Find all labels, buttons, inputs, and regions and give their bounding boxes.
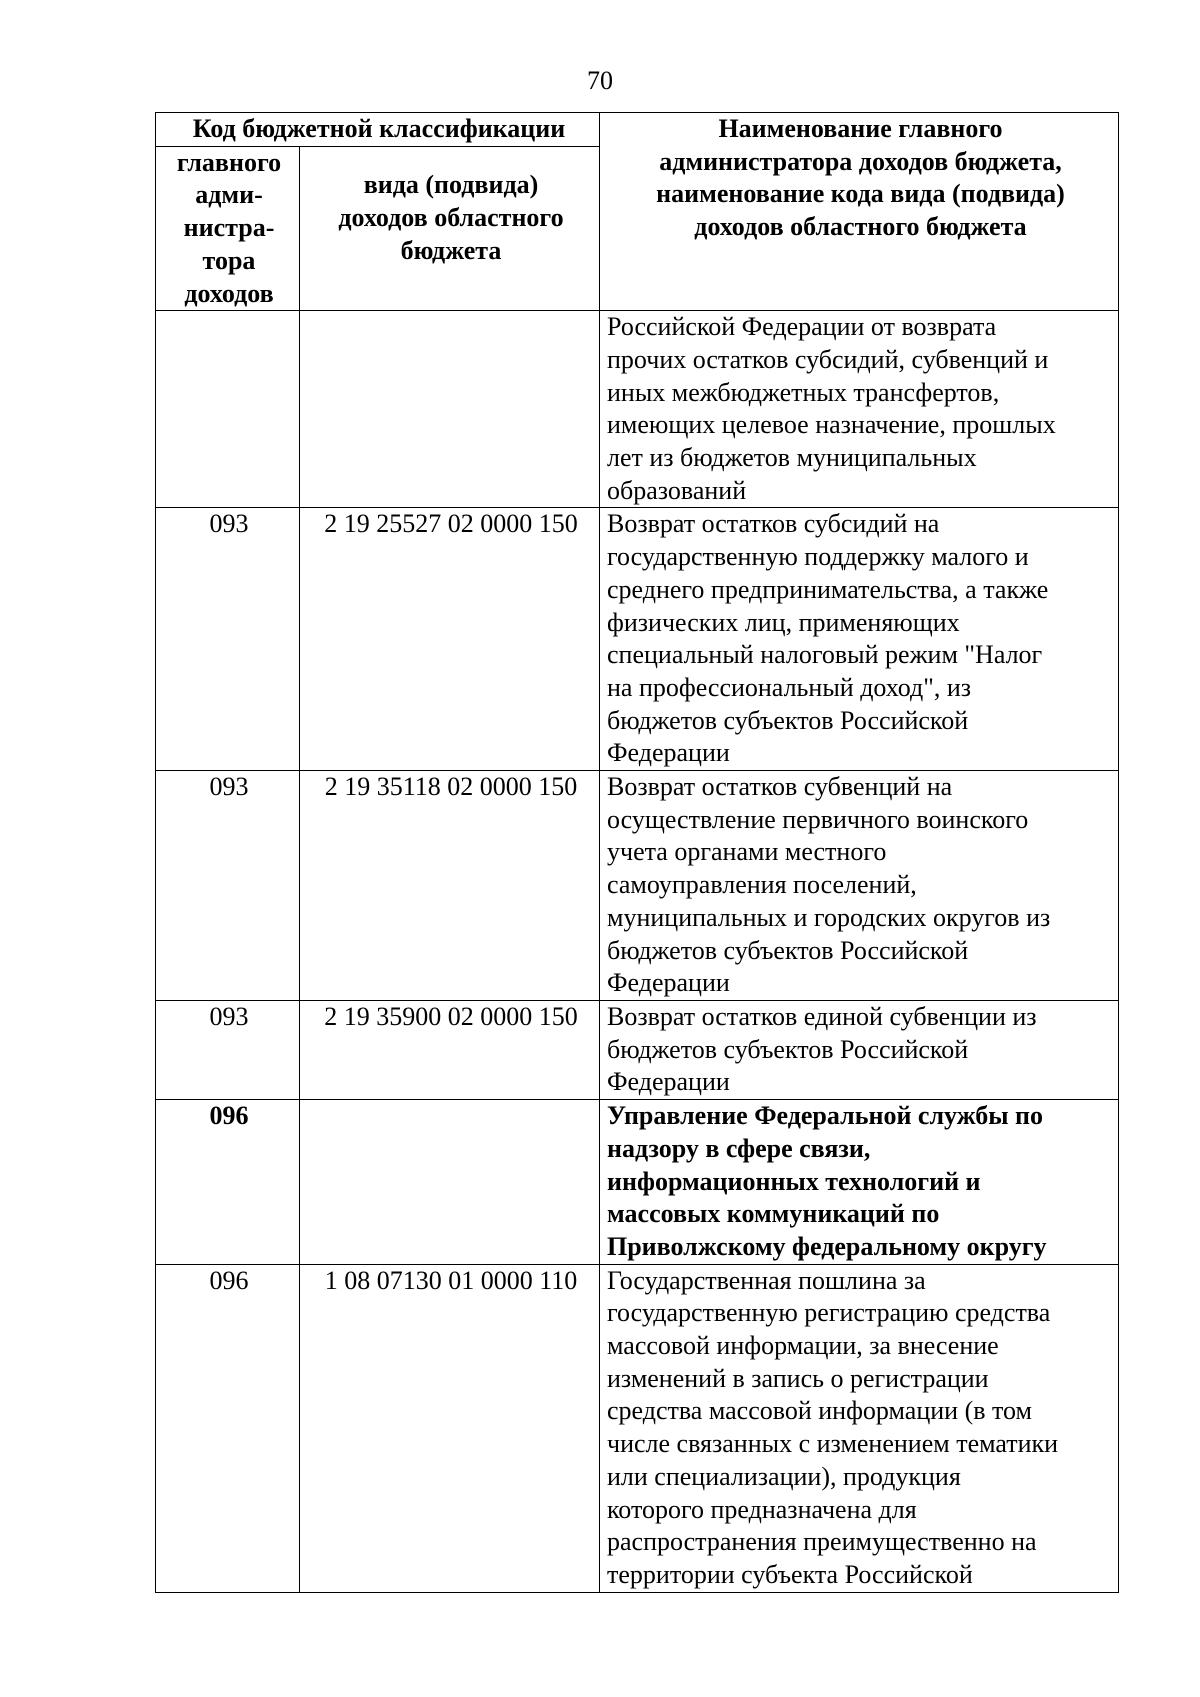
- table-row: [156, 508, 1119, 771]
- header-main-administrator: главного адми- нистра- тора доходов: [156, 146, 300, 311]
- income-name-cell: Возврат остатков субсидий на государственную поддержку малого и среднего предпринимательства, а также физических лиц, применяющих специальный налоговый режим "Налог на профессиональный доход", из бюджетов субъектов Российской Федерации: [600, 508, 1119, 771]
- table-row: [156, 771, 1119, 1001]
- admin-code-cell: 096: [156, 1264, 300, 1592]
- income-code-cell: [300, 1100, 600, 1265]
- table-header: [156, 113, 1119, 311]
- income-name-cell: Российской Федерации от возврата прочих остатков субсидий, субвенций и иных межбюджетных трансфертов, имеющих целевое назначение, прошлых лет из бюджетов муниципальных образований: [600, 311, 1119, 508]
- income-name-cell: Государственная пошлина за государственную регистрацию средства массовой информации, за внесение изменений в запись о регистрации средства массовой информации (в том числе связанных с изменением тематики или специализации), продукция которого предназначена для распространения преимущественно на территории субъекта Российской: [600, 1264, 1119, 1592]
- table-row-administrator-heading: [156, 1100, 1119, 1265]
- admin-code-cell: 093: [156, 508, 300, 771]
- income-code-cell: 2 19 35900 02 0000 150: [300, 1000, 600, 1099]
- income-code-cell: 2 19 25527 02 0000 150: [300, 508, 600, 771]
- income-code-cell: [300, 311, 600, 508]
- header-budget-classification-code: Код бюджетной классификации: [156, 113, 600, 147]
- income-code-cell: 1 08 07130 01 0000 110: [300, 1264, 600, 1592]
- income-name-cell: Возврат остатков единой субвенции из бюджетов субъектов Российской Федерации: [600, 1000, 1119, 1099]
- header-administrator-name: Наименование главного администратора доходов бюджета, наименование кода вида (подвида) доходов областного бюджета: [600, 113, 1119, 311]
- income-code-cell: 2 19 35118 02 0000 150: [300, 771, 600, 1001]
- admin-code-cell: [156, 311, 300, 508]
- administrator-name-cell: Управление Федеральной службы по надзору в сфере связи, информационных технологий и массовых коммуникаций по Приволжскому федеральному округу: [600, 1100, 1119, 1265]
- table-row: [156, 311, 1119, 508]
- admin-code-cell: 093: [156, 1000, 300, 1099]
- income-name-cell: Возврат остатков субвенций на осуществление первичного воинского учета органами местного самоуправления поселений, муниципальных и городских округов из бюджетов субъектов Российской Федерации: [600, 771, 1119, 1001]
- table-row: [156, 1000, 1119, 1099]
- page-number: 70: [587, 66, 613, 95]
- table-body: [156, 311, 1119, 1592]
- admin-code-cell: 093: [156, 771, 300, 1001]
- admin-code-cell: 096: [156, 1100, 300, 1265]
- table-row: [156, 1264, 1119, 1592]
- header-income-type-code: вида (подвида) доходов областного бюджета: [300, 146, 600, 311]
- budget-classification-table: [155, 112, 1119, 1593]
